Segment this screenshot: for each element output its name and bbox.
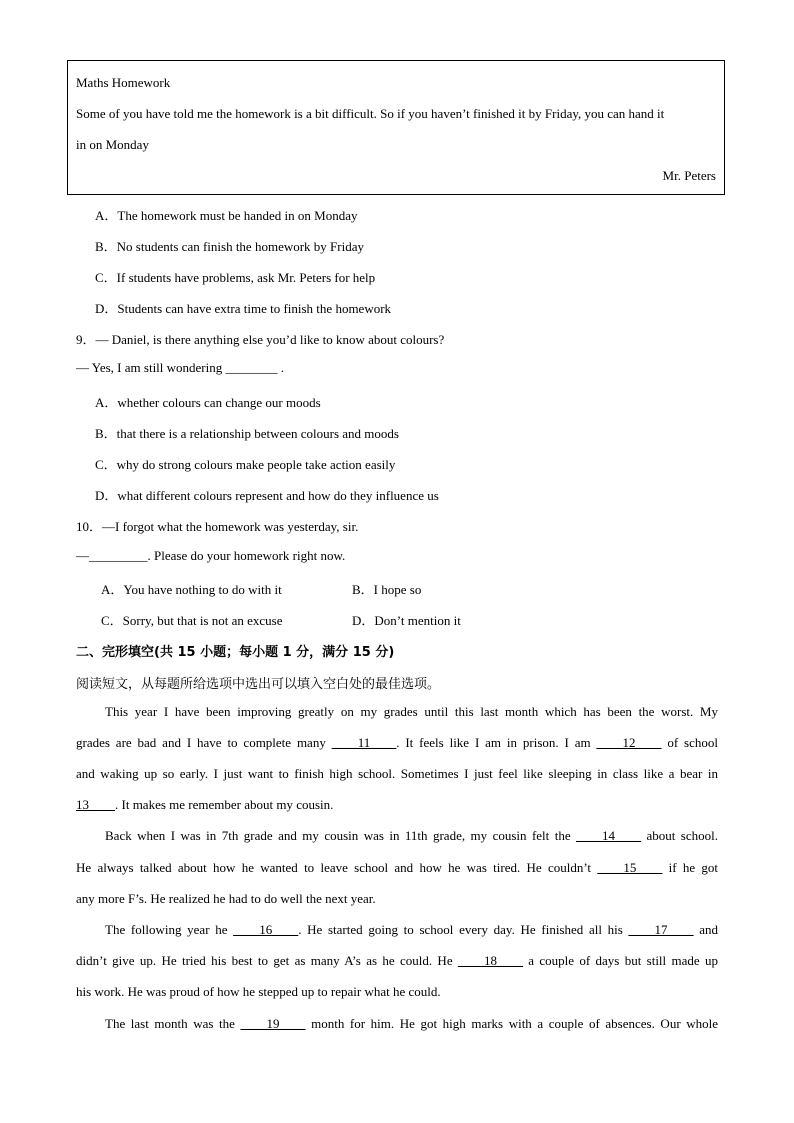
passage-text: about school. bbox=[641, 828, 718, 843]
blank-12[interactable]: ____12____ bbox=[596, 735, 662, 750]
section-2-heading: 二、完形填空(共 15 小题；每小题 1 分，满分 15 分) bbox=[76, 645, 395, 660]
passage-text: The following year he bbox=[105, 922, 234, 937]
passage-text: . It feels like I am in prison. I am bbox=[396, 735, 597, 750]
notice-title: Maths Homework bbox=[76, 75, 171, 90]
q10-option-b[interactable]: B．I hope so bbox=[352, 582, 422, 597]
passage-p1-line-3: and waking up so early. I just want to finish high school. Sometimes I just feel like sleeping in class like a bear in bbox=[76, 766, 718, 781]
passage-p3-line-2 bbox=[76, 953, 718, 969]
q10-option-c[interactable]: C．Sorry, but that is not an excuse bbox=[101, 613, 283, 628]
passage-p1-line-2 bbox=[76, 735, 718, 751]
notice-box bbox=[67, 60, 725, 195]
notice-signature: Mr. Peters bbox=[662, 168, 716, 183]
passage-p1-line-4 bbox=[76, 797, 333, 813]
q9-stem-line-2: — Yes, I am still wondering ________ . bbox=[76, 360, 284, 375]
q9-option-d[interactable]: D．what different colours represent and how do they influence us bbox=[95, 488, 439, 503]
passage-p2-line-3: any more F’s. He realized he had to do well the next year. bbox=[76, 891, 376, 906]
passage-text: The last month was the bbox=[105, 1016, 241, 1031]
passage-text: . He started going to school every day. He finished all his bbox=[298, 922, 629, 937]
q10-stem-line-2: —_________. Please do your homework right now. bbox=[76, 548, 346, 563]
passage-text: didn’t give up. He tried his best to get as many A’s as he could. He bbox=[76, 953, 458, 968]
passage-p3-line-1 bbox=[105, 922, 718, 938]
q9-option-b[interactable]: B．that there is a relationship between colours and moods bbox=[95, 426, 399, 441]
passage-text: . It makes me remember about my cousin. bbox=[115, 797, 334, 812]
passage-text: and bbox=[693, 922, 718, 937]
passage-text: month for him. He got high marks with a couple of absences. Our whole bbox=[305, 1016, 718, 1031]
q8-option-b[interactable]: B．No students can finish the homework by Friday bbox=[95, 239, 364, 254]
blank-14[interactable]: ____14____ bbox=[576, 828, 642, 843]
section-2-instruction: 阅读短文，从每题所给选项中选出可以填入空白处的最佳选项。 bbox=[76, 677, 441, 692]
blank-18[interactable]: ____18____ bbox=[457, 953, 523, 968]
q9-stem-line-1: 9．— Daniel, is there anything else you’d like to know about colours? bbox=[76, 332, 445, 347]
passage-p2-line-2 bbox=[76, 860, 718, 876]
q9-option-c[interactable]: C．why do strong colours make people take action easily bbox=[95, 457, 396, 472]
q10-stem-line-1: 10．—I forgot what the homework was yesterday, sir. bbox=[76, 519, 359, 534]
blank-11[interactable]: ____11____ bbox=[331, 735, 397, 750]
passage-text: grades are bad and I have to complete many bbox=[76, 735, 332, 750]
passage-p4-line-1 bbox=[105, 1016, 718, 1032]
blank-19[interactable]: ____19____ bbox=[240, 1016, 306, 1031]
passage-text: of school bbox=[661, 735, 718, 750]
q10-option-d[interactable]: D．Don’t mention it bbox=[352, 613, 461, 628]
q8-option-a[interactable]: A．The homework must be handed in on Monday bbox=[95, 208, 358, 223]
q10-option-a[interactable]: A．You have nothing to do with it bbox=[101, 582, 282, 597]
notice-body-line-2: in on Monday bbox=[76, 137, 149, 152]
blank-15[interactable]: ____15____ bbox=[597, 860, 663, 875]
passage-text: if he got bbox=[662, 860, 718, 875]
passage-text: Back when I was in 7th grade and my cousin was in 11th grade, my cousin felt the bbox=[105, 828, 577, 843]
passage-p3-line-3: his work. He was proud of how he stepped up to repair what he could. bbox=[76, 984, 441, 999]
blank-13[interactable]: 13____ bbox=[76, 797, 115, 812]
q8-option-c[interactable]: C．If students have problems, ask Mr. Peters for help bbox=[95, 270, 376, 285]
q8-option-d[interactable]: D．Students can have extra time to finish the homework bbox=[95, 301, 392, 316]
notice-body-line-1: Some of you have told me the homework is a bit difficult. So if you haven’t finished it by Friday, you can hand it bbox=[76, 106, 665, 121]
q9-option-a[interactable]: A．whether colours can change our moods bbox=[95, 395, 321, 410]
blank-16[interactable]: ____16____ bbox=[233, 922, 299, 937]
passage-text: He always talked about how he wanted to leave school and how he was tired. He couldn’t bbox=[76, 860, 598, 875]
passage-p2-line-1 bbox=[105, 828, 718, 844]
passage-p1-line-1: This year I have been improving greatly on my grades until this last month which has been the worst. My bbox=[105, 704, 718, 719]
blank-17[interactable]: ____17____ bbox=[628, 922, 694, 937]
passage-text: a couple of days but still made up bbox=[522, 953, 718, 968]
